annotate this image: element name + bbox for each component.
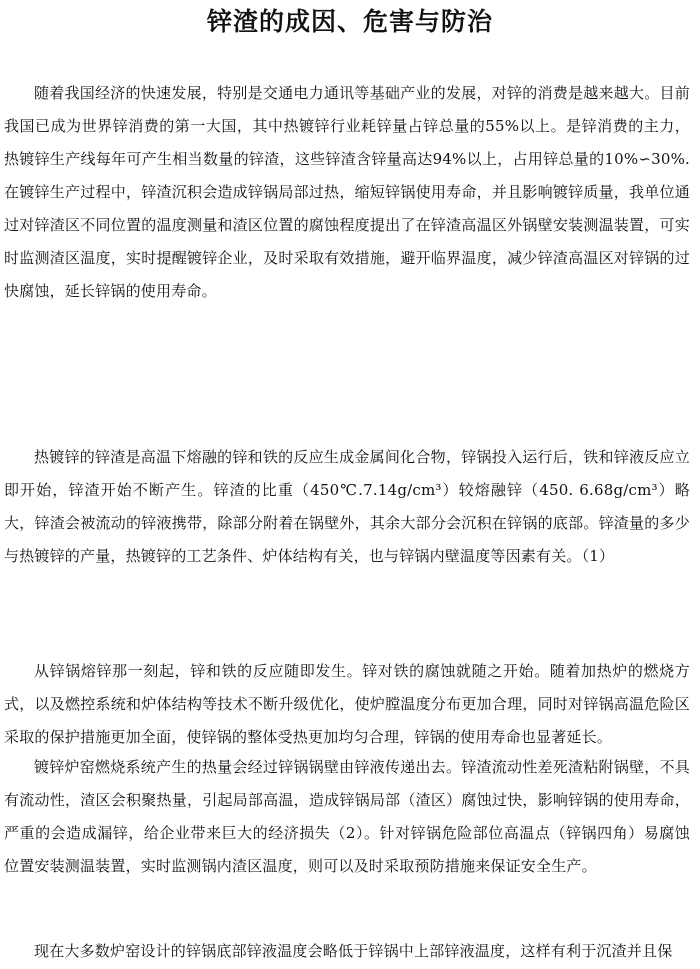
paragraph-kettle-bottom-temperature: 现在大多数炉窑设计的锌锅底部锌液温度会略低于锌锅中上部锌液温度，这样有利于沉渣并且保: [34, 942, 673, 960]
document-title: 锌渣的成因、危害与防治: [206, 7, 493, 36]
paragraph-zinc-iron-reaction: 从锌锅熔锌那一刻起，锌和铁的反应随即发生。锌对铁的腐蚀就随之开始。随着加热炉的燃烧方式，以及燃控系统和炉体结构等技术不断升级优化，使炉膛温度分布更加合理，同时对锌锅高温危险区采取的保护措施更加全面，使锌锅的整体受热更加均匀合理，锌锅的使用寿命也显著延长。: [4, 662, 690, 746]
paragraph-furnace-heat-transfer: 镀锌炉窑燃烧系统产生的热量会经过锌锅锅壁由锌液传递出去。锌渣流动性差死渣粘附锅壁，不具有流动性，渣区会积聚热量，引起局部高温，造成锌锅局部（渣区）腐蚀过快，影响锌锅的使用寿命，严重的会造成漏锌，给企业带来巨大的经济损失（2）。针对锌锅危险部位高温点（锌锅四角）易腐蚀位置安装测温装置，实时监测锅内渣区温度，则可以及时采取预防措施来保证安全生产。: [4, 758, 690, 875]
paragraph-zinc-dross-formation: 热镀锌的锌渣是高温下熔融的锌和铁的反应生成金属间化合物，锌锅投入运行后，铁和锌液反应立即开始，锌渣开始不断产生。锌渣的比重（450℃.7.14g/cm³）较熔融锌（450. 6.68g/cm³）略大，锌渣会被流动的锌液携带，除部分附着在锅壁外，其余大部分会沉积在锌锅的底部。锌渣量的多少与热镀锌的产量，热镀锌的工艺条件、炉体结构有关，也与锌锅内壁温度等因素有关。（1）: [4, 448, 690, 565]
paragraph-zinc-consumption: 随着我国经济的快速发展，特别是交通电力通讯等基础产业的发展，对锌的消费是越来越大。目前我国已成为世界锌消费的第一大国，其中热镀锌行业耗锌量占锌总量的55%以上。是锌消费的主力，热镀锌生产线每年可产生相当数量的锌渣，这些锌渣含锌量高达94%以上，占用锌总量的10%∽30%.在镀锌生产过程中，锌渣沉积会造成锌锅局部过热，缩短锌锅使用寿命，并且影响镀锌质量，我单位通过对锌渣区不同位置的温度测量和渣区位置的腐蚀程度提出了在锌渣高温区外锅壁安装测温装置，可实时监测渣区温度，实时提醒镀锌企业，及时采取有效措施，避开临界温度，减少锌渣高温区对锌锅的过快腐蚀，延长锌锅的使用寿命。: [4, 84, 690, 300]
